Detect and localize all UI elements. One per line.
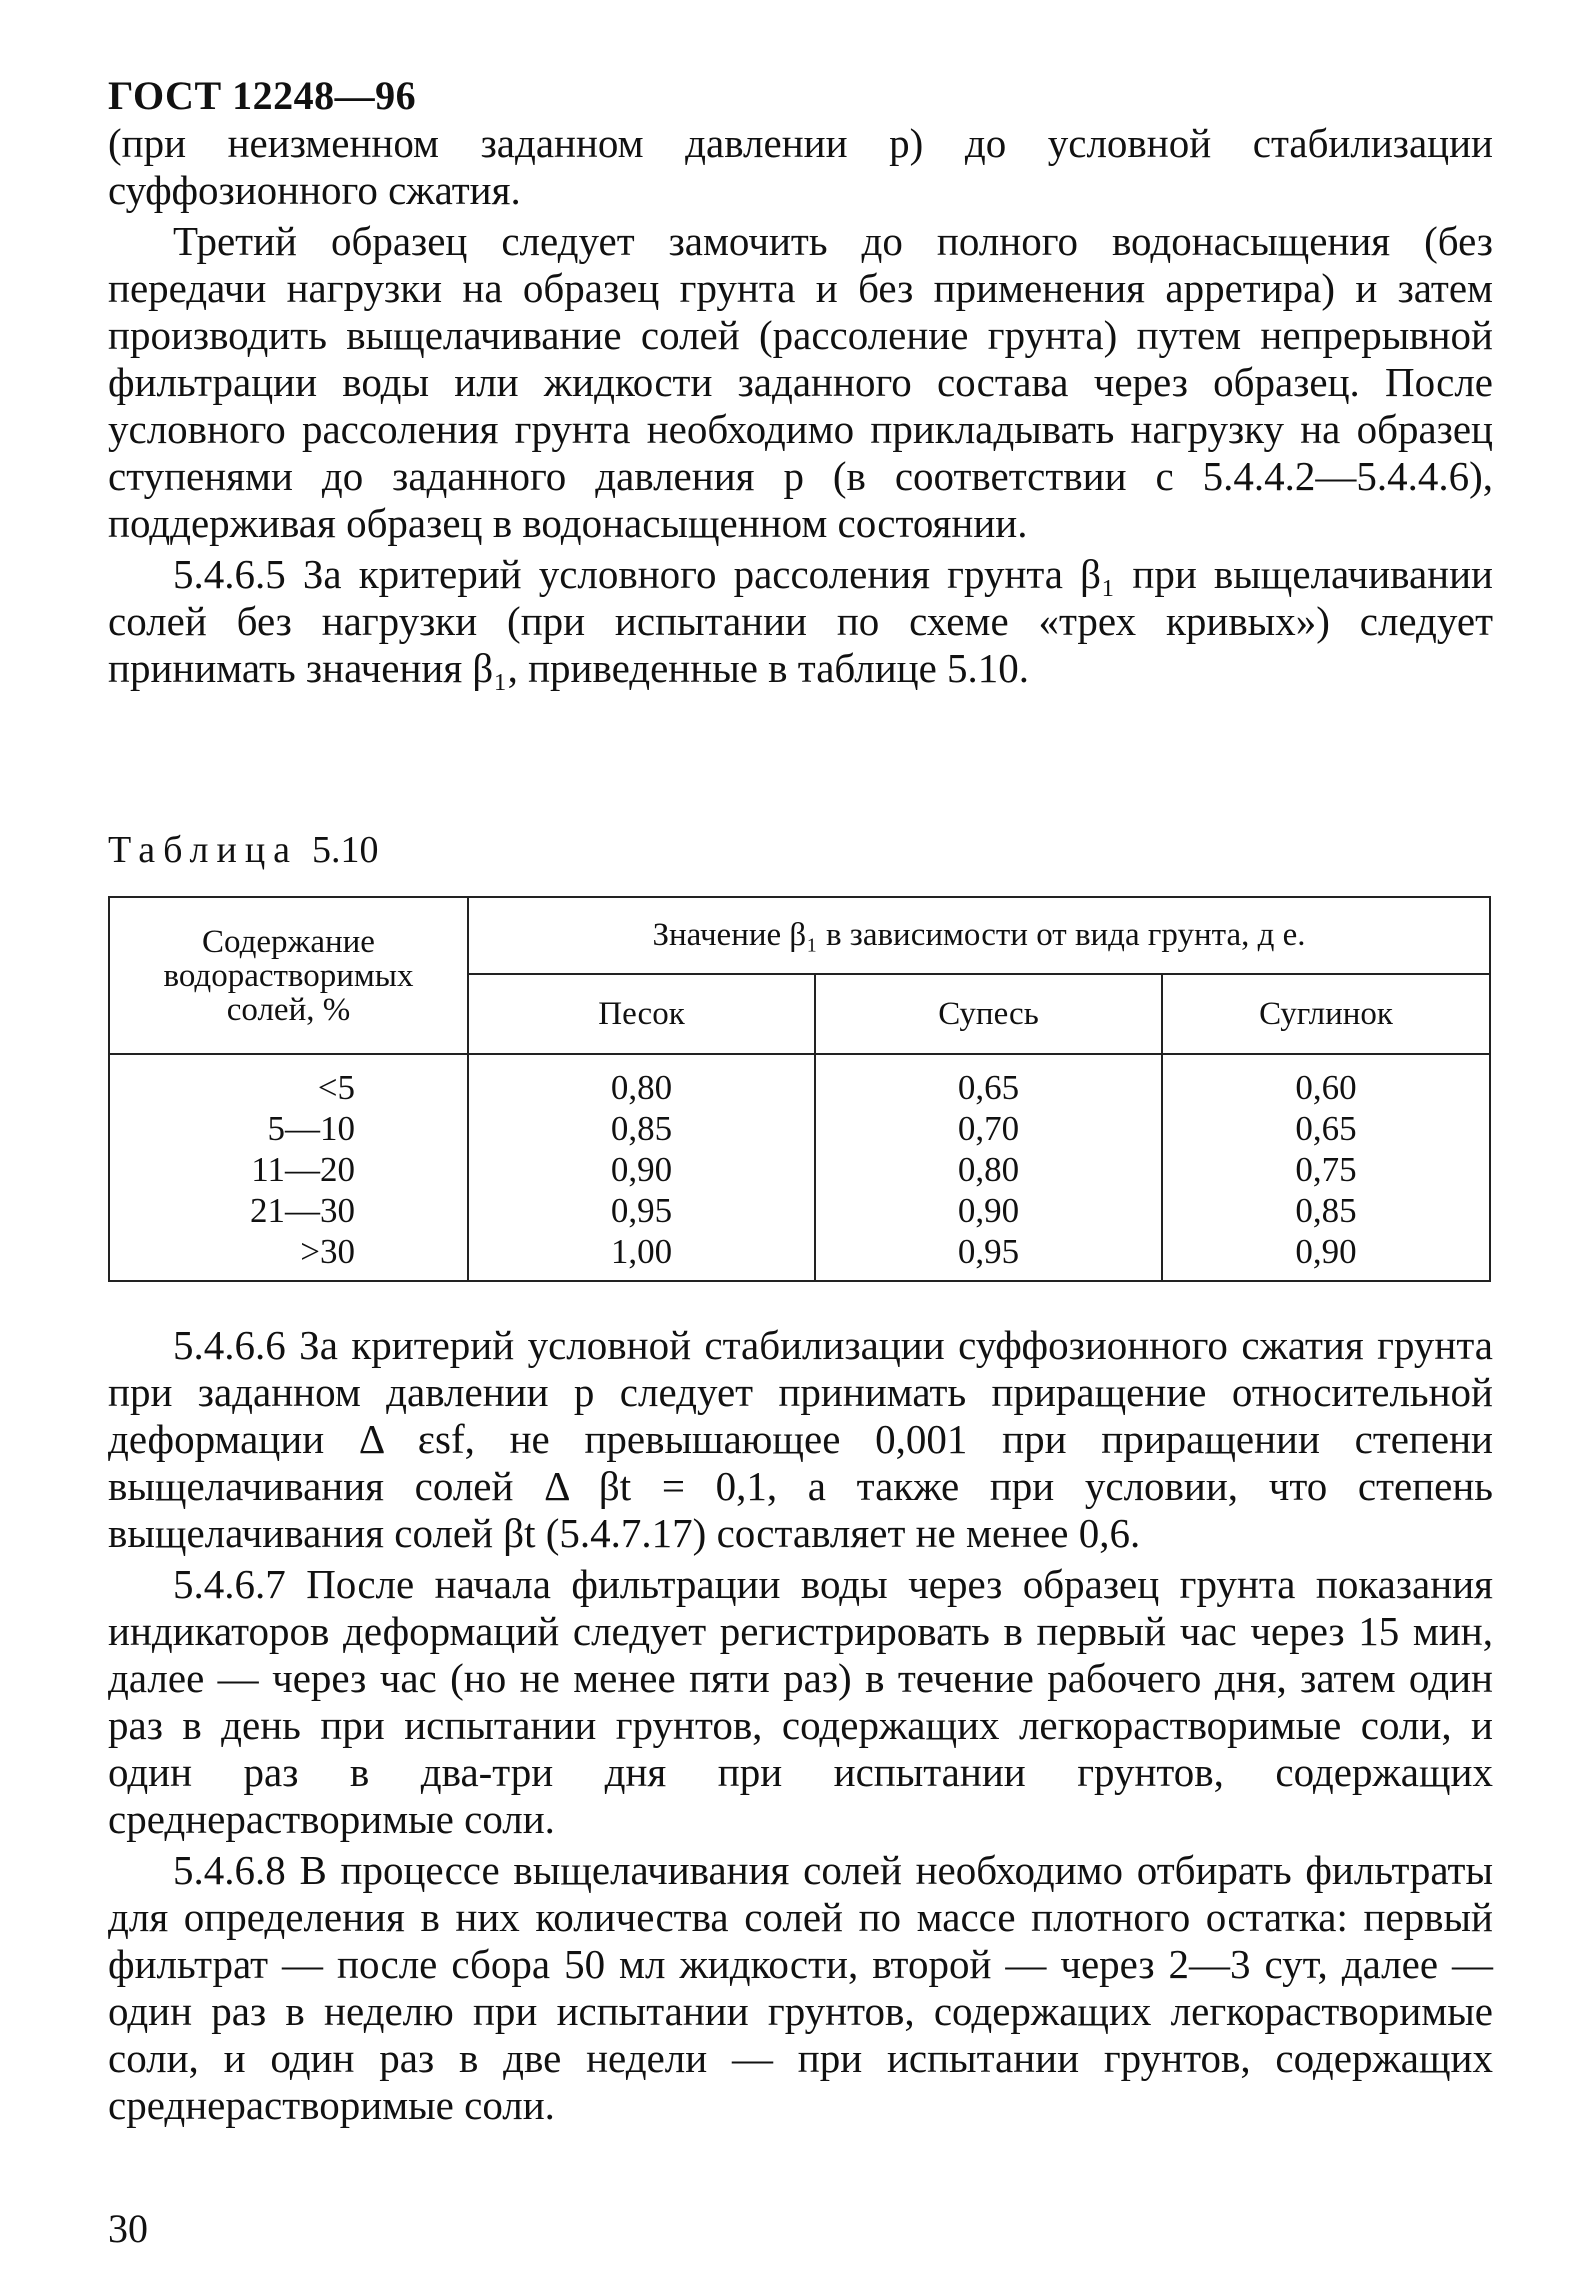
table-cell: 0,60 — [1295, 1068, 1357, 1107]
table-cell: 0,65 — [1295, 1109, 1357, 1148]
table-cell: >30 — [300, 1232, 355, 1271]
table-caption — [108, 828, 379, 872]
table-cell: 0,90 — [957, 1191, 1020, 1230]
table-col-sandy-loam: Супесь — [815, 974, 1162, 1054]
table-cell: 0,65 — [957, 1068, 1020, 1107]
table-sandy-loam-column — [815, 1054, 1162, 1281]
table-5-10 — [108, 896, 1491, 1282]
table-cell: 0,95 — [957, 1232, 1020, 1271]
table-cell: 0,75 — [1295, 1150, 1357, 1189]
table-content-column — [109, 1054, 468, 1281]
table-cell: 0,90 — [1295, 1232, 1357, 1271]
table-cell: 1,00 — [610, 1232, 673, 1271]
table-cell: 0,85 — [610, 1109, 673, 1148]
table-header-salt-content: Содержание водорастворимых солей, % — [109, 897, 468, 1054]
paragraph-5-4-6-6: 5.4.6.6 За критерий условной стабилизации суффозионного сжатия грунта при заданном давлении p следует принимать приращение относительной деформации Δ εsf, не превышающее 0,001 при приращении степени выщелачивания солей Δ βt = 0,1, а также при условии, что степень выщелачивания солей βt (5.4.7.17) составляет не менее 0,6. — [108, 1322, 1493, 1556]
table-header-beta-values: Значение β₁ в зависимости от вида грунта, д е. — [468, 897, 1490, 974]
table-caption-word: Таблица — [108, 829, 299, 871]
table-cell: 0,70 — [957, 1109, 1020, 1148]
paragraph-5-4-6-8: 5.4.6.8 В процессе выщелачивания солей необходимо отбирать фильтраты для определения в них количества солей по массе плотного остатка: первый фильтрат — после сбора 50 мл жидкости, второй — через 2—3 сут, далее — один раз в неделю при испытании грунтов, содержащих легкорастворимые соли, и один раз в две недели — при испытании грунтов, содержащих среднерастворимые соли. — [108, 1847, 1493, 2128]
table-cell: 21—30 — [250, 1191, 355, 1230]
body-bottom — [108, 1322, 1493, 2133]
table-cell: <5 — [317, 1068, 355, 1107]
table-cell: 0,80 — [957, 1150, 1020, 1189]
table-sand-column — [468, 1054, 815, 1281]
table-caption-number: 5.10 — [312, 829, 379, 871]
table-col-sand: Песок — [468, 974, 815, 1054]
table-col-loam: Суглинок — [1162, 974, 1490, 1054]
paragraph-5-4-6-5: 5.4.6.5 За критерий условного рассоления грунта β₁ при выщелачивании солей без нагрузки (при испытании по схеме «трех кривых») следует принимать значения β₁, приведенные в таблице 5.10. — [108, 551, 1493, 691]
table-cell: 0,80 — [610, 1068, 673, 1107]
paragraph-5-4-6-7: 5.4.6.7 После начала фильтрации воды через образец грунта показания индикаторов деформаций следует регистрировать в первый час через 15 мин, далее — через час (но не менее пяти раз) в течение рабочего дня, затем один раз в день при испытании грунтов, содержащих легкорастворимые соли, и один раз в два-три дня при испытании грунтов, содержащих среднерастворимые соли. — [108, 1561, 1493, 1842]
document-page — [108, 0, 1493, 2280]
table-cell: 0,95 — [610, 1191, 673, 1230]
table-loam-column — [1162, 1054, 1490, 1281]
paragraph-continuation: (при неизменном заданном давлении p) до условной стабилизации суффозионного сжатия. — [108, 120, 1493, 213]
table-body-row — [109, 1054, 1490, 1281]
page-number: 30 — [108, 2206, 148, 2251]
body-top — [108, 120, 1493, 696]
paragraph-third-sample: Третий образец следует замочить до полного водонасыщения (без передачи нагрузки на образец грунта и без применения арретира) и затем производить выщелачивание солей (рассоление грунта) путем непрерывной фильтрации воды или жидкости заданного состава через образец. После условного рассоления грунта необходимо прикладывать нагрузку на образец ступенями до заданного давления p (в соответствии с 5.4.4.2—5.4.4.6), поддерживая образец в водонасыщенном состоянии. — [108, 218, 1493, 546]
table-cell: 5—10 — [267, 1109, 355, 1148]
table-cell: 0,90 — [610, 1150, 673, 1189]
table-cell: 11—20 — [251, 1150, 355, 1189]
document-header: ГОСТ 12248—96 — [108, 73, 417, 118]
table-cell: 0,85 — [1295, 1191, 1357, 1230]
